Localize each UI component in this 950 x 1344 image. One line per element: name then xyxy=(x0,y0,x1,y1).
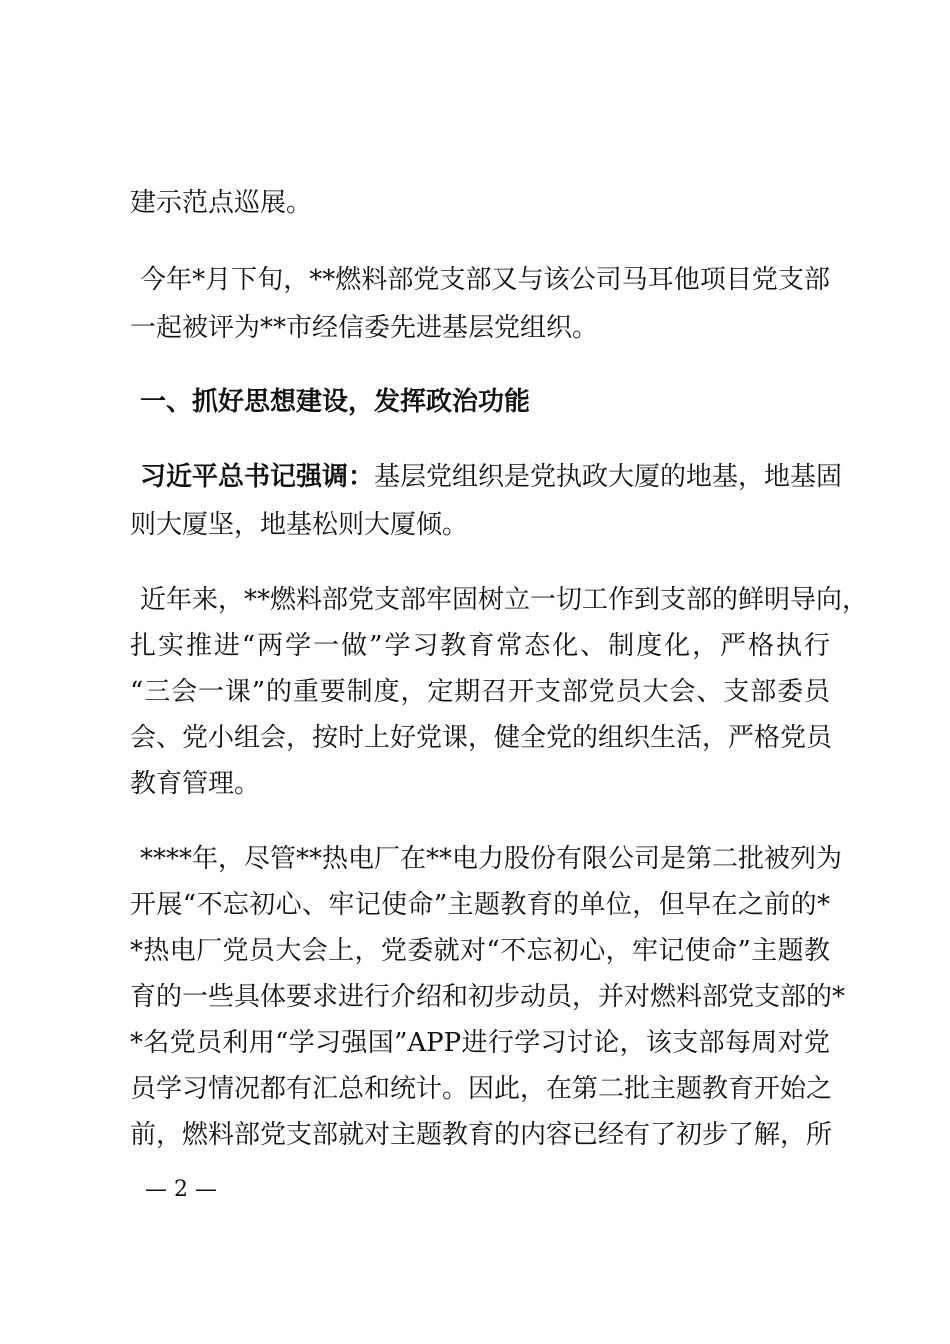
paragraph-line: “三会一课”的重要制度，定期召开支部党员大会、支部委员 xyxy=(130,677,830,707)
paragraph-line: *热电厂党员大会上，党委就对“不忘初心，牢记使命”主题教 xyxy=(130,936,830,966)
paragraph-line: 前，燃料部党支部就对主题教育的内容已经有了初步了解，所 xyxy=(130,1120,833,1150)
paragraph-line: 近年来，**燃料部党支部牢固树立一切工作到支部的鲜明导向， xyxy=(140,585,869,615)
emphasis-lead: 习近平总书记强调： xyxy=(140,462,375,492)
paragraph-line: 会、党小组会，按时上好党课，健全党的组织生活，严格党员 xyxy=(130,723,833,753)
paragraph-line: 教育管理。 xyxy=(130,769,261,799)
section-heading: 一、抓好思想建设，发挥政治功能 xyxy=(140,387,531,417)
paragraph-line: 一起被评为**市经信委先进基层党组织。 xyxy=(130,313,599,343)
paragraph-line: 扎实推进“两学一做”学习教育常态化、制度化，严格执行 xyxy=(130,631,830,661)
paragraph-line xyxy=(140,462,843,492)
quote-text: 基层党组织是党执政大厦的地基，地基固 xyxy=(374,462,843,492)
paragraph-line: 育的一些具体要求进行介绍和初步动员，并对燃料部党支部的* xyxy=(130,982,846,1012)
paragraph-line: 员学习情况都有汇总和统计。因此，在第二批主题教育开始之 xyxy=(130,1074,833,1104)
paragraph-line: 则大厦坚，地基松则大厦倾。 xyxy=(130,510,469,540)
paragraph-line: 建示范点巡展。 xyxy=(130,188,313,218)
paragraph-line: *名党员利用“学习强国”APP进行学习讨论，该支部每周对党 xyxy=(130,1028,830,1058)
page-number: — 2 — xyxy=(145,1177,217,1202)
paragraph-line: ****年，尽管**热电厂在**电力股份有限公司是第二批被列为 xyxy=(140,844,843,874)
paragraph-line: 今年*月下旬，**燃料部党支部又与该公司马耳他项目党支部 xyxy=(140,265,830,295)
paragraph-line: 开展“不忘初心、牢记使命”主题教育的单位，但早在之前的* xyxy=(130,890,830,920)
